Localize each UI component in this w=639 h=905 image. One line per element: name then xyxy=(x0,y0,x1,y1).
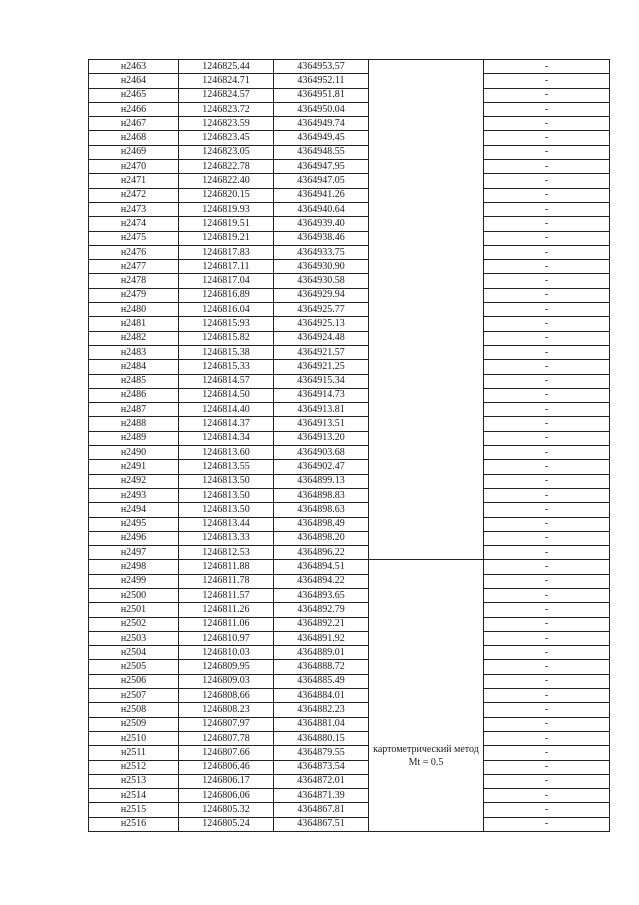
x-coordinate-cell: 1246814.57 xyxy=(179,374,274,388)
table-row xyxy=(89,403,610,417)
table-row xyxy=(89,631,610,645)
x-coordinate-cell: 1246807.66 xyxy=(179,746,274,760)
accuracy-dash-cell: - xyxy=(484,260,610,274)
y-coordinate-cell: 4364950.04 xyxy=(274,102,369,116)
accuracy-dash-cell: - xyxy=(484,517,610,531)
accuracy-dash-cell: - xyxy=(484,288,610,302)
table-row xyxy=(89,74,610,88)
point-id-cell: н2484 xyxy=(89,360,179,374)
x-coordinate-cell: 1246811.57 xyxy=(179,588,274,602)
x-coordinate-cell: 1246815.82 xyxy=(179,331,274,345)
accuracy-dash-cell: - xyxy=(484,817,610,831)
x-coordinate-cell: 1246805.24 xyxy=(179,817,274,831)
table-row xyxy=(89,260,610,274)
point-id-cell: н2474 xyxy=(89,217,179,231)
point-id-cell: н2487 xyxy=(89,403,179,417)
table-row xyxy=(89,488,610,502)
point-id-cell: н2493 xyxy=(89,488,179,502)
y-coordinate-cell: 4364879.55 xyxy=(274,746,369,760)
point-id-cell: н2465 xyxy=(89,88,179,102)
y-coordinate-cell: 4364891.92 xyxy=(274,631,369,645)
x-coordinate-cell: 1246806.46 xyxy=(179,760,274,774)
point-id-cell: н2498 xyxy=(89,560,179,574)
x-coordinate-cell: 1246817.83 xyxy=(179,245,274,259)
accuracy-dash-cell: - xyxy=(484,117,610,131)
point-id-cell: н2482 xyxy=(89,331,179,345)
accuracy-dash-cell: - xyxy=(484,446,610,460)
y-coordinate-cell: 4364894.22 xyxy=(274,574,369,588)
x-coordinate-cell: 1246813.60 xyxy=(179,446,274,460)
accuracy-dash-cell: - xyxy=(484,331,610,345)
point-id-cell: н2505 xyxy=(89,660,179,674)
y-coordinate-cell: 4364873.54 xyxy=(274,760,369,774)
accuracy-dash-cell: - xyxy=(484,603,610,617)
table-row xyxy=(89,60,610,74)
table-row xyxy=(89,446,610,460)
table-row xyxy=(89,360,610,374)
point-id-cell: н2514 xyxy=(89,789,179,803)
point-id-cell: н2476 xyxy=(89,245,179,259)
accuracy-dash-cell: - xyxy=(484,488,610,502)
y-coordinate-cell: 4364949.45 xyxy=(274,131,369,145)
table-row xyxy=(89,245,610,259)
x-coordinate-cell: 1246813.55 xyxy=(179,460,274,474)
y-coordinate-cell: 4364933.75 xyxy=(274,245,369,259)
point-id-cell: н2516 xyxy=(89,817,179,831)
x-coordinate-cell: 1246810.03 xyxy=(179,646,274,660)
point-id-cell: н2495 xyxy=(89,517,179,531)
table-row xyxy=(89,574,610,588)
table-row xyxy=(89,117,610,131)
x-coordinate-cell: 1246811.06 xyxy=(179,617,274,631)
point-id-cell: н2475 xyxy=(89,231,179,245)
y-coordinate-cell: 4364952.11 xyxy=(274,74,369,88)
x-coordinate-cell: 1246822.78 xyxy=(179,160,274,174)
x-coordinate-cell: 1246813.50 xyxy=(179,503,274,517)
x-coordinate-cell: 1246813.44 xyxy=(179,517,274,531)
y-coordinate-cell: 4364913.51 xyxy=(274,417,369,431)
x-coordinate-cell: 1246809.03 xyxy=(179,674,274,688)
accuracy-dash-cell: - xyxy=(484,717,610,731)
accuracy-dash-cell: - xyxy=(484,560,610,574)
y-coordinate-cell: 4364929.94 xyxy=(274,288,369,302)
x-coordinate-cell: 1246817.11 xyxy=(179,260,274,274)
accuracy-dash-cell: - xyxy=(484,617,610,631)
x-coordinate-cell: 1246819.21 xyxy=(179,231,274,245)
table-row xyxy=(89,331,610,345)
table-row xyxy=(89,689,610,703)
table-row xyxy=(89,674,610,688)
point-id-cell: н2466 xyxy=(89,102,179,116)
accuracy-dash-cell: - xyxy=(484,403,610,417)
accuracy-dash-cell: - xyxy=(484,789,610,803)
y-coordinate-cell: 4364880.15 xyxy=(274,731,369,745)
point-id-cell: н2515 xyxy=(89,803,179,817)
x-coordinate-cell: 1246812.53 xyxy=(179,546,274,560)
accuracy-dash-cell: - xyxy=(484,131,610,145)
x-coordinate-cell: 1246813.50 xyxy=(179,474,274,488)
x-coordinate-cell: 1246819.93 xyxy=(179,202,274,216)
table-row xyxy=(89,88,610,102)
accuracy-dash-cell: - xyxy=(484,345,610,359)
point-id-cell: н2479 xyxy=(89,288,179,302)
point-id-cell: н2481 xyxy=(89,317,179,331)
y-coordinate-cell: 4364867.81 xyxy=(274,803,369,817)
point-id-cell: н2470 xyxy=(89,160,179,174)
y-coordinate-cell: 4364925.13 xyxy=(274,317,369,331)
table-row xyxy=(89,817,610,831)
y-coordinate-cell: 4364884.01 xyxy=(274,689,369,703)
accuracy-dash-cell: - xyxy=(484,303,610,317)
y-coordinate-cell: 4364872.01 xyxy=(274,774,369,788)
table-row xyxy=(89,717,610,731)
point-id-cell: н2483 xyxy=(89,345,179,359)
point-id-cell: н2486 xyxy=(89,388,179,402)
x-coordinate-cell: 1246823.72 xyxy=(179,102,274,116)
y-coordinate-cell: 4364951.81 xyxy=(274,88,369,102)
table-row xyxy=(89,517,610,531)
x-coordinate-cell: 1246807.97 xyxy=(179,717,274,731)
table-row xyxy=(89,603,610,617)
point-id-cell: н2497 xyxy=(89,546,179,560)
accuracy-dash-cell: - xyxy=(484,60,610,74)
y-coordinate-cell: 4364921.57 xyxy=(274,345,369,359)
table-row xyxy=(89,546,610,560)
y-coordinate-cell: 4364903.68 xyxy=(274,446,369,460)
accuracy-dash-cell: - xyxy=(484,274,610,288)
accuracy-dash-cell: - xyxy=(484,660,610,674)
accuracy-dash-cell: - xyxy=(484,317,610,331)
y-coordinate-cell: 4364925.77 xyxy=(274,303,369,317)
y-coordinate-cell: 4364940.64 xyxy=(274,202,369,216)
point-id-cell: н2478 xyxy=(89,274,179,288)
accuracy-dash-cell: - xyxy=(484,145,610,159)
x-coordinate-cell: 1246815.38 xyxy=(179,345,274,359)
accuracy-dash-cell: - xyxy=(484,188,610,202)
y-coordinate-cell: 4364893.65 xyxy=(274,588,369,602)
table-row xyxy=(89,531,610,545)
accuracy-dash-cell: - xyxy=(484,588,610,602)
table-row xyxy=(89,102,610,116)
x-coordinate-cell: 1246814.50 xyxy=(179,388,274,402)
accuracy-dash-cell: - xyxy=(484,431,610,445)
table-row xyxy=(89,731,610,745)
point-id-cell: н2499 xyxy=(89,574,179,588)
y-coordinate-cell: 4364947.05 xyxy=(274,174,369,188)
y-coordinate-cell: 4364941.26 xyxy=(274,188,369,202)
x-coordinate-cell: 1246807.78 xyxy=(179,731,274,745)
table-row xyxy=(89,388,610,402)
x-coordinate-cell: 1246811.88 xyxy=(179,560,274,574)
x-coordinate-cell: 1246824.57 xyxy=(179,88,274,102)
x-coordinate-cell: 1246814.34 xyxy=(179,431,274,445)
x-coordinate-cell: 1246815.93 xyxy=(179,317,274,331)
y-coordinate-cell: 4364871.39 xyxy=(274,789,369,803)
x-coordinate-cell: 1246823.45 xyxy=(179,131,274,145)
y-coordinate-cell: 4364948.55 xyxy=(274,145,369,159)
x-coordinate-cell: 1246810.97 xyxy=(179,631,274,645)
table-row xyxy=(89,617,610,631)
point-id-cell: н2488 xyxy=(89,417,179,431)
point-id-cell: н2480 xyxy=(89,303,179,317)
table-row xyxy=(89,131,610,145)
table-row xyxy=(89,431,610,445)
accuracy-dash-cell: - xyxy=(484,374,610,388)
y-coordinate-cell: 4364881.04 xyxy=(274,717,369,731)
accuracy-dash-cell: - xyxy=(484,646,610,660)
x-coordinate-cell: 1246816.04 xyxy=(179,303,274,317)
y-coordinate-cell: 4364930.58 xyxy=(274,274,369,288)
point-id-cell: н2464 xyxy=(89,74,179,88)
x-coordinate-cell: 1246808.23 xyxy=(179,703,274,717)
table-row xyxy=(89,503,610,517)
table-row xyxy=(89,345,610,359)
accuracy-dash-cell: - xyxy=(484,774,610,788)
accuracy-dash-cell: - xyxy=(484,531,610,545)
point-id-cell: н2512 xyxy=(89,760,179,774)
x-coordinate-cell: 1246816.89 xyxy=(179,288,274,302)
table-row xyxy=(89,202,610,216)
coordinates-table-body xyxy=(89,60,610,832)
point-id-cell: н2507 xyxy=(89,689,179,703)
y-coordinate-cell: 4364898.49 xyxy=(274,517,369,531)
table-row xyxy=(89,588,610,602)
table-row xyxy=(89,160,610,174)
point-id-cell: н2500 xyxy=(89,588,179,602)
y-coordinate-cell: 4364898.20 xyxy=(274,531,369,545)
x-coordinate-cell: 1246817.04 xyxy=(179,274,274,288)
table-row xyxy=(89,803,610,817)
point-id-cell: н2510 xyxy=(89,731,179,745)
accuracy-dash-cell: - xyxy=(484,160,610,174)
y-coordinate-cell: 4364888.72 xyxy=(274,660,369,674)
accuracy-dash-cell: - xyxy=(484,760,610,774)
point-id-cell: н2503 xyxy=(89,631,179,645)
point-id-cell: н2469 xyxy=(89,145,179,159)
point-id-cell: н2513 xyxy=(89,774,179,788)
accuracy-dash-cell: - xyxy=(484,503,610,517)
y-coordinate-cell: 4364949.74 xyxy=(274,117,369,131)
accuracy-dash-cell: - xyxy=(484,417,610,431)
accuracy-dash-cell: - xyxy=(484,231,610,245)
table-row xyxy=(89,217,610,231)
table-row xyxy=(89,560,610,574)
y-coordinate-cell: 4364913.20 xyxy=(274,431,369,445)
accuracy-dash-cell: - xyxy=(484,174,610,188)
accuracy-dash-cell: - xyxy=(484,217,610,231)
table-row xyxy=(89,474,610,488)
point-id-cell: н2492 xyxy=(89,474,179,488)
y-coordinate-cell: 4364892.79 xyxy=(274,603,369,617)
table-row xyxy=(89,460,610,474)
accuracy-dash-cell: - xyxy=(484,631,610,645)
point-id-cell: н2511 xyxy=(89,746,179,760)
y-coordinate-cell: 4364899.13 xyxy=(274,474,369,488)
y-coordinate-cell: 4364898.63 xyxy=(274,503,369,517)
accuracy-dash-cell: - xyxy=(484,460,610,474)
point-id-cell: н2468 xyxy=(89,131,179,145)
table-row xyxy=(89,374,610,388)
accuracy-dash-cell: - xyxy=(484,245,610,259)
point-id-cell: н2502 xyxy=(89,617,179,631)
x-coordinate-cell: 1246822.40 xyxy=(179,174,274,188)
x-coordinate-cell: 1246805.32 xyxy=(179,803,274,817)
table-row xyxy=(89,746,610,760)
point-id-cell: н2504 xyxy=(89,646,179,660)
table-row xyxy=(89,660,610,674)
accuracy-dash-cell: - xyxy=(484,746,610,760)
point-id-cell: н2473 xyxy=(89,202,179,216)
table-row xyxy=(89,274,610,288)
x-coordinate-cell: 1246814.37 xyxy=(179,417,274,431)
y-coordinate-cell: 4364947.95 xyxy=(274,160,369,174)
x-coordinate-cell: 1246813.33 xyxy=(179,531,274,545)
accuracy-dash-cell: - xyxy=(484,703,610,717)
accuracy-dash-cell: - xyxy=(484,803,610,817)
coordinates-table xyxy=(88,59,610,832)
x-coordinate-cell: 1246811.78 xyxy=(179,574,274,588)
y-coordinate-cell: 4364913.81 xyxy=(274,403,369,417)
y-coordinate-cell: 4364894.51 xyxy=(274,560,369,574)
point-id-cell: н2491 xyxy=(89,460,179,474)
point-id-cell: н2509 xyxy=(89,717,179,731)
table-row xyxy=(89,288,610,302)
accuracy-dash-cell: - xyxy=(484,88,610,102)
point-id-cell: н2501 xyxy=(89,603,179,617)
accuracy-dash-cell: - xyxy=(484,474,610,488)
y-coordinate-cell: 4364915.34 xyxy=(274,374,369,388)
y-coordinate-cell: 4364867.51 xyxy=(274,817,369,831)
x-coordinate-cell: 1246824.71 xyxy=(179,74,274,88)
y-coordinate-cell: 4364892.21 xyxy=(274,617,369,631)
y-coordinate-cell: 4364930.90 xyxy=(274,260,369,274)
x-coordinate-cell: 1246823.05 xyxy=(179,145,274,159)
table-row xyxy=(89,703,610,717)
y-coordinate-cell: 4364938.46 xyxy=(274,231,369,245)
y-coordinate-cell: 4364898.83 xyxy=(274,488,369,502)
point-id-cell: н2477 xyxy=(89,260,179,274)
y-coordinate-cell: 4364889.01 xyxy=(274,646,369,660)
accuracy-dash-cell: - xyxy=(484,731,610,745)
point-id-cell: н2489 xyxy=(89,431,179,445)
point-id-cell: н2472 xyxy=(89,188,179,202)
method-cell: картометрический метод Mt = 0.5 xyxy=(369,560,484,832)
point-id-cell: н2508 xyxy=(89,703,179,717)
accuracy-dash-cell: - xyxy=(484,360,610,374)
x-coordinate-cell: 1246806.06 xyxy=(179,789,274,803)
y-coordinate-cell: 4364882.23 xyxy=(274,703,369,717)
y-coordinate-cell: 4364939.40 xyxy=(274,217,369,231)
accuracy-dash-cell: - xyxy=(484,574,610,588)
accuracy-dash-cell: - xyxy=(484,674,610,688)
point-id-cell: н2463 xyxy=(89,60,179,74)
x-coordinate-cell: 1246825.44 xyxy=(179,60,274,74)
x-coordinate-cell: 1246811.26 xyxy=(179,603,274,617)
accuracy-dash-cell: - xyxy=(484,546,610,560)
point-id-cell: н2496 xyxy=(89,531,179,545)
x-coordinate-cell: 1246820.15 xyxy=(179,188,274,202)
point-id-cell: н2494 xyxy=(89,503,179,517)
table-row xyxy=(89,303,610,317)
accuracy-dash-cell: - xyxy=(484,202,610,216)
y-coordinate-cell: 4364914.73 xyxy=(274,388,369,402)
table-row xyxy=(89,317,610,331)
point-id-cell: н2506 xyxy=(89,674,179,688)
table-row xyxy=(89,188,610,202)
x-coordinate-cell: 1246823.59 xyxy=(179,117,274,131)
accuracy-dash-cell: - xyxy=(484,74,610,88)
point-id-cell: н2490 xyxy=(89,446,179,460)
x-coordinate-cell: 1246819.51 xyxy=(179,217,274,231)
point-id-cell: н2467 xyxy=(89,117,179,131)
table-row xyxy=(89,145,610,159)
y-coordinate-cell: 4364902.47 xyxy=(274,460,369,474)
y-coordinate-cell: 4364924.48 xyxy=(274,331,369,345)
x-coordinate-cell: 1246806.17 xyxy=(179,774,274,788)
table-row xyxy=(89,231,610,245)
x-coordinate-cell: 1246814.40 xyxy=(179,403,274,417)
table-row xyxy=(89,174,610,188)
y-coordinate-cell: 4364921.25 xyxy=(274,360,369,374)
x-coordinate-cell: 1246813.50 xyxy=(179,488,274,502)
x-coordinate-cell: 1246809.95 xyxy=(179,660,274,674)
accuracy-dash-cell: - xyxy=(484,388,610,402)
accuracy-dash-cell: - xyxy=(484,689,610,703)
table-row xyxy=(89,760,610,774)
point-id-cell: н2485 xyxy=(89,374,179,388)
y-coordinate-cell: 4364885.49 xyxy=(274,674,369,688)
point-id-cell: н2471 xyxy=(89,174,179,188)
x-coordinate-cell: 1246815.33 xyxy=(179,360,274,374)
table-row xyxy=(89,774,610,788)
method-cell-empty xyxy=(369,60,484,560)
table-row xyxy=(89,789,610,803)
accuracy-dash-cell: - xyxy=(484,102,610,116)
y-coordinate-cell: 4364953.57 xyxy=(274,60,369,74)
table-row xyxy=(89,646,610,660)
table-row xyxy=(89,417,610,431)
x-coordinate-cell: 1246808.66 xyxy=(179,689,274,703)
y-coordinate-cell: 4364896.22 xyxy=(274,546,369,560)
